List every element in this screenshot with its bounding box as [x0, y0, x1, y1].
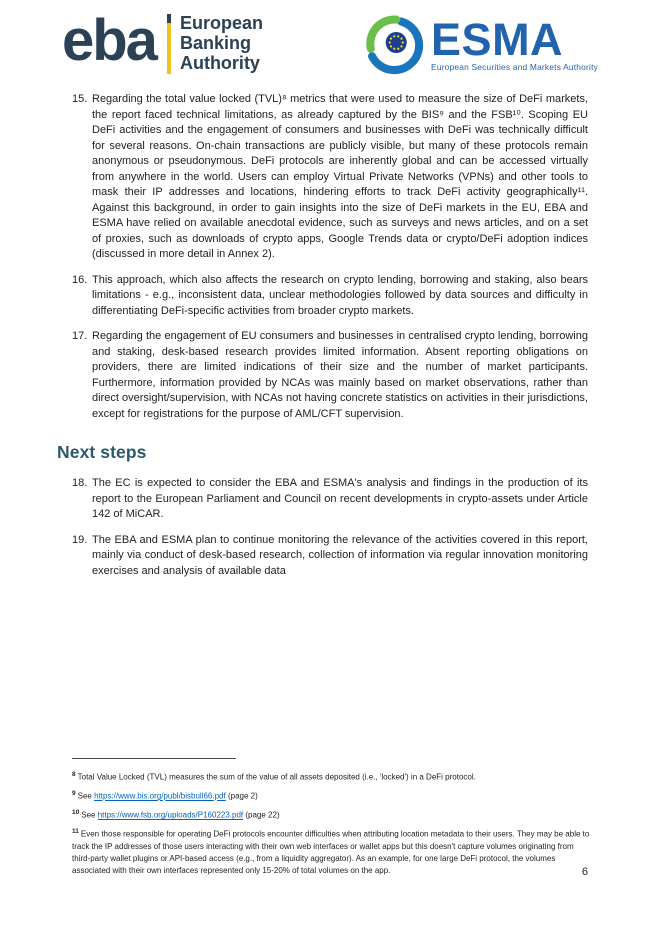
- footnote-link-bis[interactable]: https://www.bis.org/publ/bisbull66.pdf: [94, 791, 226, 801]
- footnote-separator: [72, 758, 236, 759]
- footnote-marker: 10: [72, 809, 80, 817]
- paragraph-16: [57, 273, 588, 320]
- footnote-9: [72, 788, 594, 803]
- paragraph-number: 15.: [72, 93, 88, 105]
- footnote-text-suffix: (page 22): [243, 810, 280, 820]
- paragraph-text: The EC is expected to consider the EBA and ESMA's analysis and findings in the production of its report to the European Parliament and Council on recent developments in crypto-assets under Article 142 of MiCAR.: [92, 477, 588, 520]
- eba-wordmark: eba: [62, 8, 156, 73]
- eba-name-line1: European: [179, 13, 263, 33]
- page-header: [62, 10, 598, 76]
- eba-name-line2: Banking: [179, 33, 251, 53]
- esma-eye-icon: [364, 14, 426, 76]
- footnote-marker: 11: [72, 828, 79, 836]
- esma-tagline: European Securities and Markets Authority: [431, 61, 598, 72]
- esma-wordmark: ESMA: [431, 13, 564, 65]
- footnote-text: Even those responsible for operating DeFi protocols encounter difficulties when attributing location metadata to their users. They may be able to track the IP addresses of those users interacting with their own web interfaces or wallet apps but this doesn't capture volumes originating from third-party wallet plugins or API-based access (e.g., from a liquidity aggregator). As an example, for one large DeFi protocol, the volumes associated with their own interfaces represented only 15-20% of total volumes on the app.: [72, 830, 590, 876]
- footnote-link-fsb[interactable]: https://www.fsb.org/uploads/P160223.pdf: [97, 810, 244, 820]
- footnote-8: [72, 769, 594, 784]
- paragraph-15: [57, 92, 588, 263]
- paragraph-number: 18.: [72, 477, 88, 489]
- eba-authority-name: [180, 10, 263, 73]
- page-number: 6: [581, 866, 588, 878]
- document-body: [57, 92, 588, 589]
- footnote-10: [72, 807, 594, 822]
- footnote-marker: 9: [72, 790, 76, 798]
- footnotes-section: [72, 758, 594, 882]
- footnote-marker: 8: [72, 771, 76, 778]
- next-steps-heading: Next steps: [57, 442, 147, 462]
- paragraph-17: [57, 329, 588, 422]
- footnote-text: Total Value Locked (TVL) measures the sum of the value of all assets deposited (i.e., 'locked') in a DeFi protocol.: [77, 772, 476, 782]
- paragraph-number: 19.: [72, 533, 88, 546]
- paragraph-text: The EBA and ESMA plan to continue monitoring the relevance of the activities covered in this report, mainly via conduct of desk-based research, collection of information via regular innovation monitoring exercises and analysis of available data: [92, 533, 588, 577]
- footnote-text-prefix: See: [81, 810, 98, 820]
- eba-divider-bar: [167, 14, 171, 74]
- footnote-text-suffix: (page 2): [225, 791, 258, 801]
- footnote-text-prefix: See: [77, 791, 95, 801]
- paragraph-19: [57, 533, 588, 580]
- eba-logo: [62, 10, 263, 74]
- paragraph-text: This approach, which also affects the research on crypto lending, borrowing and staking, also bears limitations - e.g., inconsistent data, unclear methodologies followed by data sources and difficulty in differentiating DeFi-specific activities from broader crypto markets.: [92, 273, 588, 317]
- paragraph-number: 16.: [72, 273, 88, 286]
- paragraph-number: 17.: [72, 330, 88, 342]
- paragraph-text: Regarding the total value locked (TVL)⁸ metrics that were used to measure the size of DeFi markets, the report faced technical limitations, as already captured by the BIS⁹ and the FSB¹⁰. Scoping EU DeFi activities and the engagement of consumers and businesses with DeFi was technically difficult for several reasons. On-chain transactions are publicly visible, but many of these protocols remain anonymous or pseudonymous. DeFi protocols are inherently global and can be accessed virtually from anywhere in the world. Users can employ Virtual Private Networks (VPNs) and other tools to mask their IP addresses and locations, hindering efforts to track DeFi activity geographically¹¹. Against this background, in order to gain insights into the size of DeFi markets in the EU, EBA and ESMA have relied on available anecdotal evidence, such as surveys and news articles, and on a set of proxies, such as downloads of crypto apps, Google Trends data or crypto/DeFi adoption indices (discussed in more detail in Annex 2).: [92, 93, 588, 260]
- footnote-11: [72, 826, 594, 877]
- eba-name-line3: Authority: [179, 53, 260, 73]
- paragraph-text: Regarding the engagement of EU consumers and businesses in centralised crypto lending, borrowing and staking, desk-based research provides limited information. Absent reporting obligations on providers, there are limited indications of their size and the number of market participants. Furthermore, information provided by NCAs was mainly based on market observations, rather than direct oversight/supervision, with NCAs not having concrete statistics on activities in their jurisdictions, except for registrations for the purpose of AML/CFT supervision.: [92, 330, 588, 420]
- paragraph-18: [57, 476, 588, 523]
- esma-logo: [364, 14, 598, 76]
